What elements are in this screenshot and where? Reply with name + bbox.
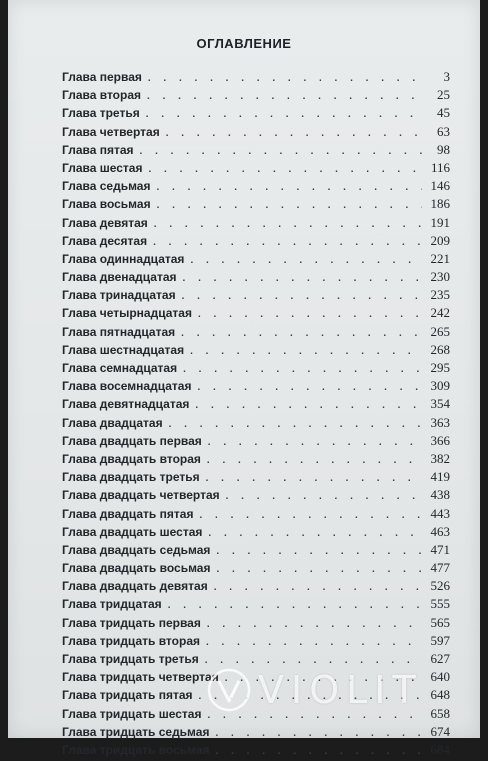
toc-entry-label: Глава восьмая	[62, 197, 151, 212]
dot-leader	[181, 325, 422, 343]
toc-entry-page: 366	[430, 432, 450, 448]
toc-entry-label: Глава тридцать четвертая	[62, 670, 219, 685]
toc-entry-label: Глава третья	[62, 106, 140, 121]
dot-leader	[147, 88, 422, 106]
toc-entry-page: 63	[437, 123, 450, 139]
violit-logo-icon	[206, 667, 252, 713]
dot-leader	[153, 234, 422, 252]
toc-entry	[62, 214, 450, 232]
toc-entry-label: Глава двадцатая	[62, 415, 163, 430]
toc-entry	[62, 559, 450, 577]
dot-leader	[226, 488, 422, 506]
toc-entry-label: Глава тридцать шестая	[62, 706, 202, 721]
toc-entry-label: Глава двадцать первая	[62, 433, 202, 448]
toc-entry	[62, 341, 450, 359]
toc-entry-page: 627	[430, 651, 450, 666]
toc-entry	[62, 523, 450, 541]
toc-entry	[62, 104, 450, 122]
toc-entry-page: 295	[430, 360, 450, 375]
toc-entry	[62, 177, 450, 195]
dot-leader	[169, 416, 422, 434]
toc-entry-label: Глава шестнадцатая	[62, 342, 185, 357]
toc-entry-page: 674	[430, 723, 450, 739]
toc-entry	[62, 432, 450, 450]
toc-entry-page: 363	[430, 414, 450, 430]
toc-entry-page: 235	[430, 287, 450, 303]
page-title: ОГЛАВЛЕНИЕ	[196, 36, 292, 51]
toc-entry-label: Глава тридцать восьмая	[62, 742, 210, 757]
dot-leader	[206, 634, 422, 652]
toc-entry	[62, 195, 450, 213]
toc-entry-label: Глава двадцать восьмая	[62, 561, 211, 576]
toc-entry-page: 555	[430, 596, 450, 612]
dot-leader	[216, 743, 422, 761]
book-page	[8, 0, 480, 757]
toc-entry	[62, 232, 450, 250]
toc-entry-label: Глава двадцать вторая	[62, 451, 201, 466]
toc-entry	[62, 395, 450, 413]
dot-leader	[183, 361, 422, 379]
dot-leader	[140, 143, 422, 161]
dot-leader	[207, 616, 422, 634]
dot-leader	[207, 452, 422, 470]
toc-entry-label: Глава двадцать девятая	[62, 579, 208, 594]
toc-entry-page: 45	[437, 105, 450, 121]
toc-entry-label: Глава тридцать третья	[62, 652, 199, 666]
toc-entry	[62, 123, 450, 141]
toc-entry-label: Глава девятнадцатая	[62, 397, 190, 412]
toc-entry	[62, 141, 450, 159]
toc-entry-page: 640	[430, 669, 450, 685]
toc-entry-page: 98	[437, 141, 450, 157]
toc-entry	[62, 595, 450, 613]
toc-entry	[62, 468, 450, 486]
dot-leader	[148, 70, 422, 88]
dot-leader	[148, 161, 422, 179]
toc-entry-label: Глава четвертая	[62, 124, 160, 139]
toc-entry-label: Глава двадцать седьмая	[62, 542, 211, 557]
toc-entry	[62, 541, 450, 559]
toc-entry-page: 526	[430, 578, 450, 594]
toc-entry-label: Глава тридцать пятая	[62, 688, 193, 703]
toc-entry-page: 230	[430, 269, 450, 285]
dot-leader	[146, 106, 422, 124]
toc-entry-label: Глава тридцатая	[62, 597, 162, 612]
toc-entry	[62, 632, 450, 650]
dot-leader	[199, 507, 422, 525]
toc-entry-page: 658	[430, 705, 450, 721]
dot-leader	[208, 434, 422, 452]
toc-entry-page: 597	[430, 632, 450, 648]
toc-entry	[62, 505, 450, 523]
dot-leader	[156, 179, 422, 197]
toc-entry-label: Глава семнадцатая	[62, 361, 178, 375]
toc-entry-page: 438	[430, 487, 450, 503]
dot-leader	[214, 579, 422, 597]
toc-entry-label: Глава четырнадцатая	[62, 306, 192, 321]
toc-entry	[62, 741, 450, 759]
toc-entry-page: 209	[430, 232, 450, 248]
toc-entry-label: Глава восемнадцатая	[62, 379, 192, 394]
toc-entry	[62, 159, 450, 177]
toc-entry	[62, 414, 450, 432]
toc-entry	[62, 323, 450, 341]
toc-entry-label: Глава седьмая	[62, 179, 151, 194]
toc-entry	[62, 486, 450, 504]
toc-entry	[62, 377, 450, 395]
toc-entry-page: 463	[430, 523, 450, 539]
toc-entry-label: Глава одиннадцатая	[62, 251, 185, 266]
dot-leader	[215, 725, 422, 743]
dot-leader	[195, 397, 422, 415]
toc-entry-page: 186	[430, 196, 450, 212]
dot-leader	[216, 561, 422, 579]
dot-leader	[183, 270, 422, 288]
toc-entry-label: Глава пятая	[62, 142, 134, 157]
toc-entry-label: Глава десятая	[62, 233, 148, 248]
toc-entry-label: Глава двадцать пятая	[62, 506, 194, 521]
toc-entry-label: Глава двадцать шестая	[62, 524, 203, 539]
toc-entry	[62, 86, 450, 104]
toc-entry-page: 265	[430, 323, 450, 339]
toc-entry-page: 191	[430, 214, 450, 230]
toc-entry-page: 242	[430, 305, 450, 321]
watermark	[206, 660, 478, 720]
toc-entry-page: 419	[430, 469, 450, 485]
toc-entry-page: 146	[430, 178, 450, 194]
watermark-text: VIOLIT	[258, 668, 423, 712]
toc-entry-label: Глава тридцать первая	[62, 615, 201, 630]
toc-entry	[62, 268, 450, 286]
toc-entry-page: 684	[430, 741, 450, 757]
toc-entry	[62, 614, 450, 632]
toc-entry-label: Глава девятая	[62, 215, 148, 230]
toc-entry-page: 116	[430, 159, 450, 175]
toc-entry	[62, 359, 450, 377]
toc-entry-page: 268	[430, 341, 450, 357]
dot-leader	[206, 470, 422, 488]
dot-leader	[168, 597, 422, 615]
toc-entry-page: 354	[430, 396, 450, 412]
toc-entry-label: Глава двадцать третья	[62, 470, 200, 485]
dot-leader	[216, 543, 422, 561]
toc-entry-page: 309	[430, 378, 450, 394]
toc-entry-page: 25	[437, 87, 450, 103]
toc-entry	[62, 723, 450, 741]
toc-entry-label: Глава вторая	[62, 88, 142, 103]
toc-entry	[62, 577, 450, 595]
toc-entry-page: 3	[443, 69, 450, 84]
dot-leader	[197, 379, 422, 397]
toc-entry-label: Глава шестая	[62, 160, 143, 175]
toc-entry-label: Глава двенадцатая	[62, 270, 177, 285]
toc-entry-label: Глава первая	[62, 70, 142, 84]
toc-entry-page: 477	[430, 560, 450, 576]
toc-entry-label: Глава тринадцатая	[62, 288, 176, 303]
toc-entry-page: 565	[430, 614, 450, 630]
dot-leader	[166, 125, 422, 143]
dot-leader	[190, 343, 422, 361]
toc-entry-label: Глава двадцать четвертая	[62, 488, 220, 503]
toc-entry-label: Глава тридцать седьмая	[62, 724, 210, 739]
toc-entry	[62, 250, 450, 268]
toc-entry-label: Глава тридцать вторая	[62, 633, 200, 648]
toc-entry-page: 471	[430, 541, 450, 557]
dot-leader	[157, 197, 422, 215]
toc-entry-page: 443	[430, 505, 450, 521]
dot-leader	[198, 306, 422, 324]
dot-leader	[208, 525, 422, 543]
toc-entry	[62, 450, 450, 468]
dot-leader	[190, 252, 422, 270]
dot-leader	[182, 288, 422, 306]
toc-entry	[62, 68, 450, 86]
table-of-contents	[62, 68, 450, 759]
toc-entry-page: 648	[430, 687, 450, 703]
toc-entry-page: 382	[430, 450, 450, 466]
toc-entry	[62, 286, 450, 304]
toc-entry	[62, 304, 450, 322]
dot-leader	[154, 216, 422, 234]
toc-entry-label: Глава пятнадцатая	[62, 324, 176, 339]
toc-entry-page: 221	[430, 250, 450, 266]
